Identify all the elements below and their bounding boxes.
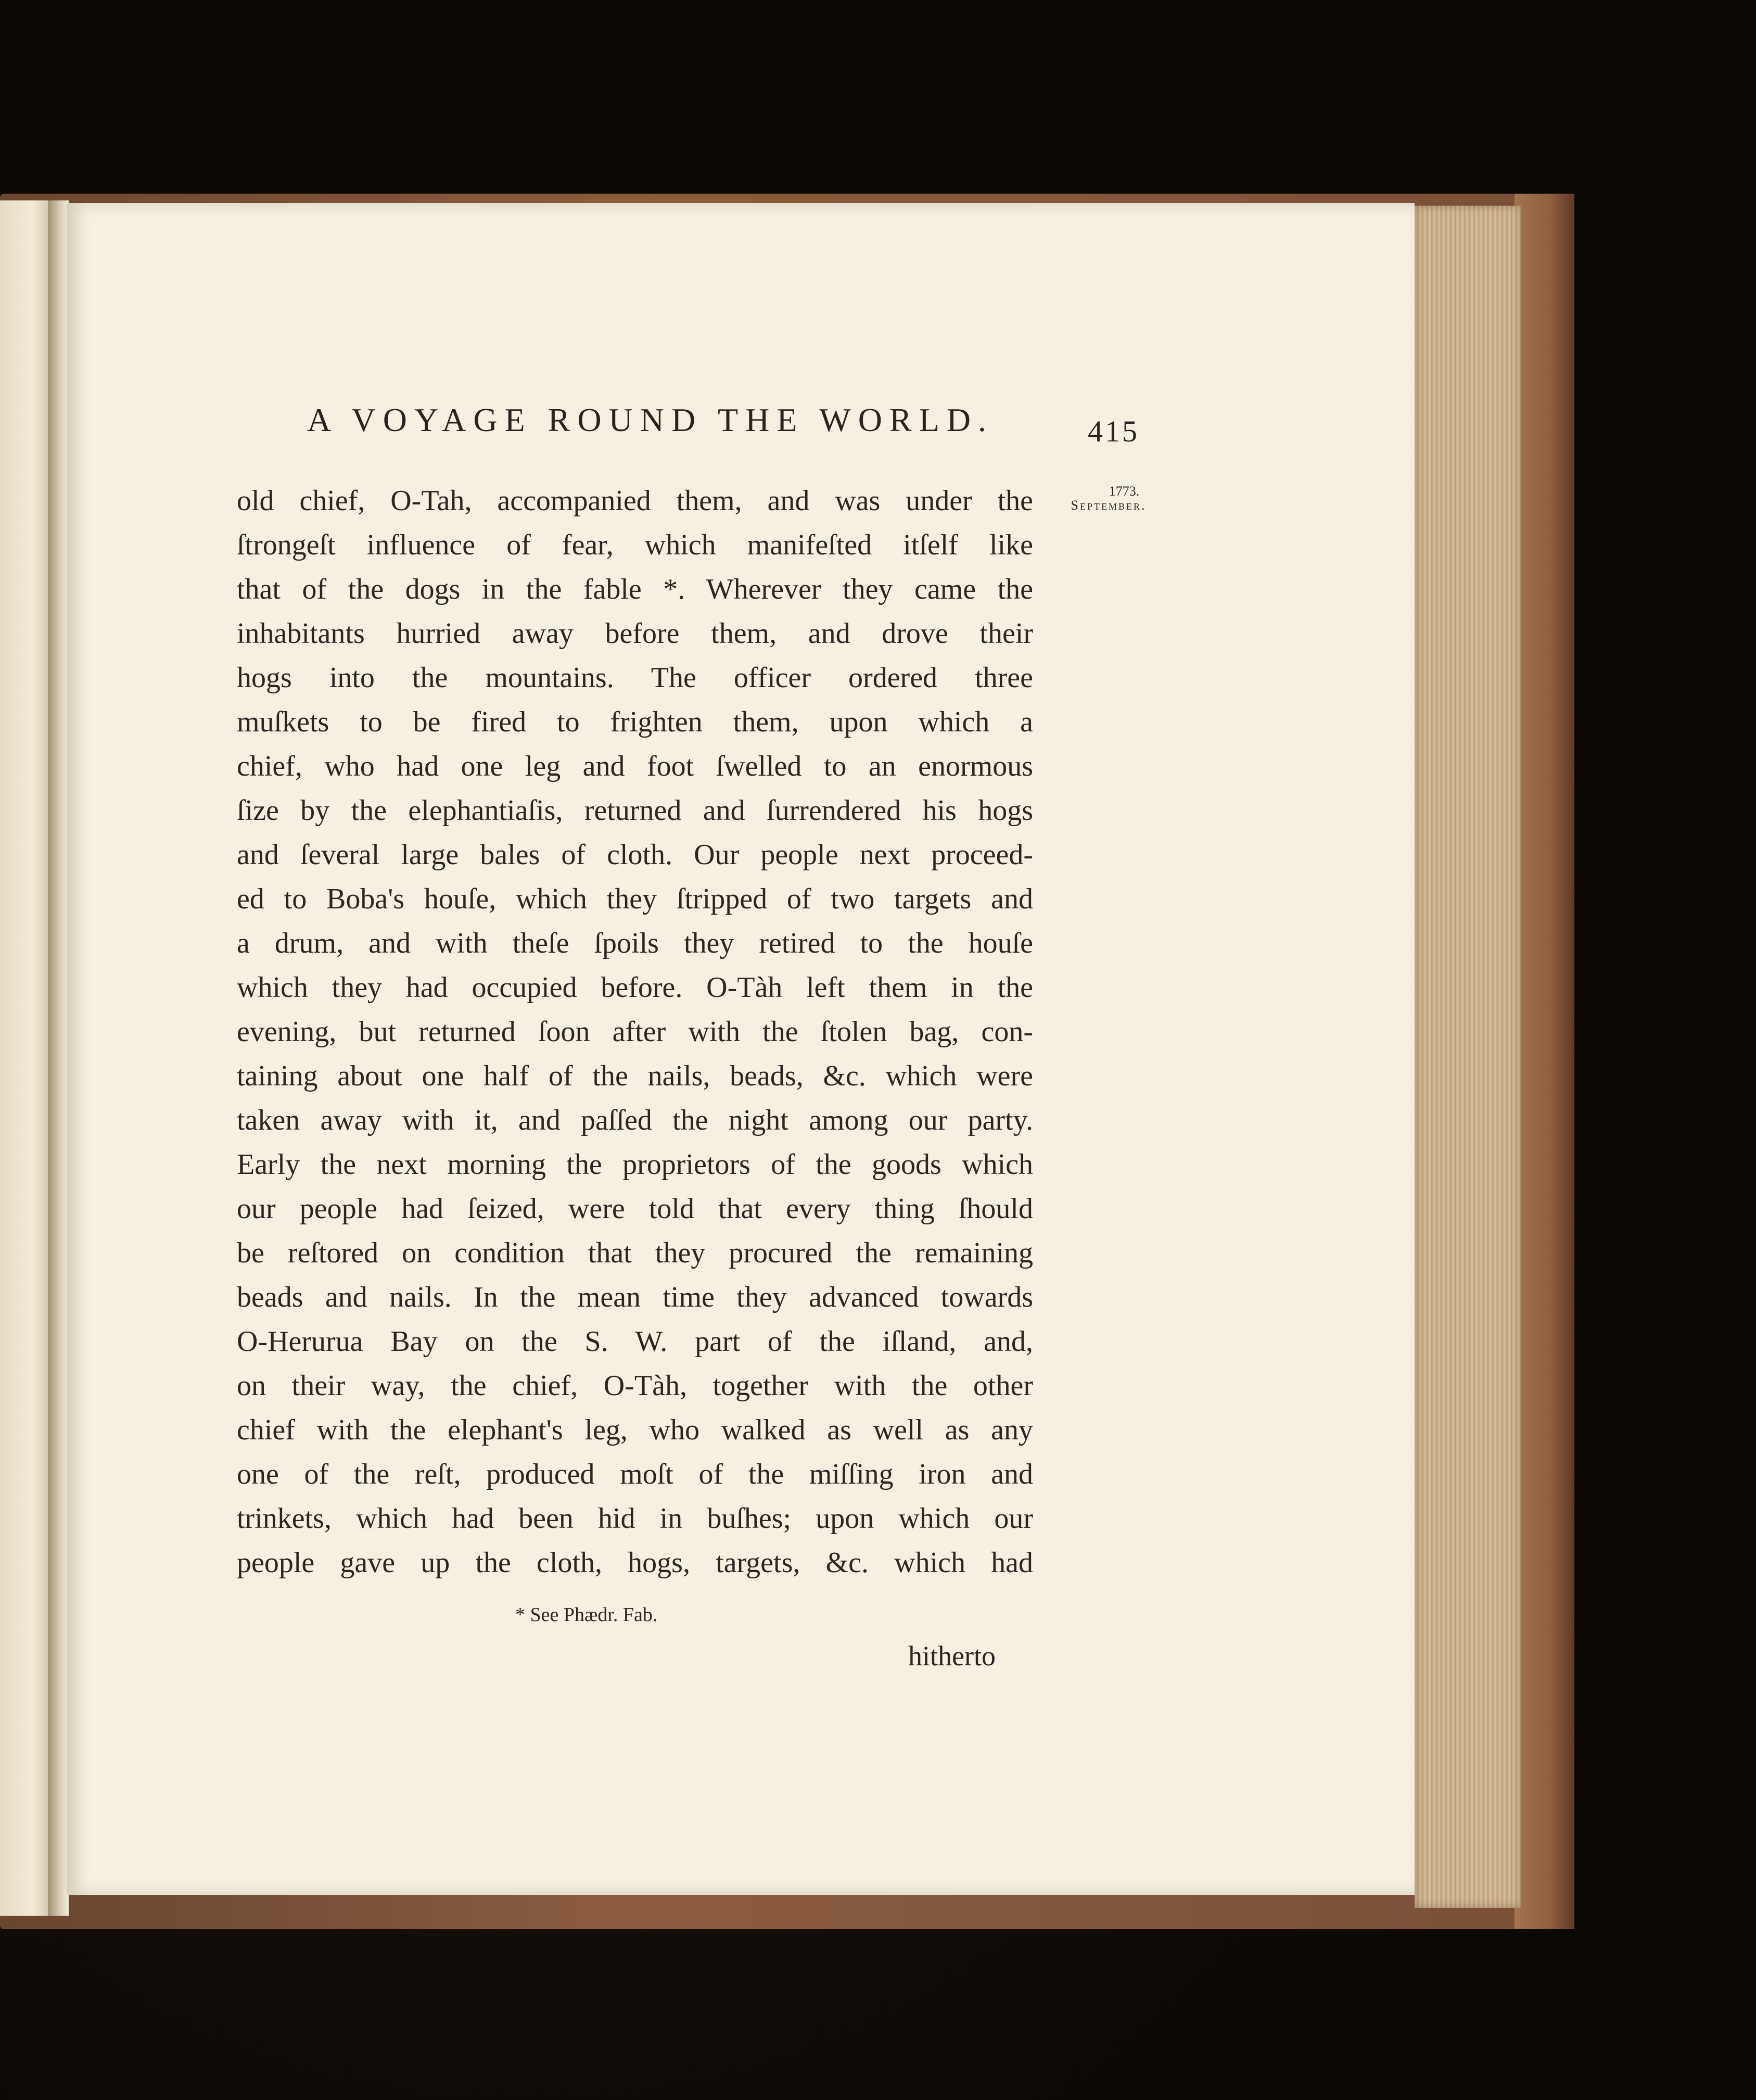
text-line: be reſtored on condition that they procured the remaining (237, 1237, 1033, 1269)
book-cover-edge (1515, 194, 1574, 1929)
text-line: Early the next morning the proprietors of the goods which (237, 1148, 1033, 1181)
text-line: chief, who had one leg and foot ſwelled to an enormous (237, 750, 1033, 782)
book-gutter (48, 200, 69, 1916)
text-line: one of the reſt, produced moſt of the miſſing iron and (237, 1458, 1033, 1490)
text-line: ſtrongeſt influence of fear, which manifeſted itſelf like (237, 529, 1033, 561)
text-line: ed to Boba's houſe, which they ſtripped of two targets and (237, 883, 1033, 915)
text-line: trinkets, which had been hid in buſhes; upon which our (237, 1502, 1033, 1535)
page-number: 415 (1088, 414, 1139, 448)
body-text (237, 479, 1033, 1585)
text-line: old chief, O-Tah, accompanied them, and was under the (237, 485, 1033, 517)
margin-note-month: September. (1071, 498, 1147, 513)
text-line: chief with the elephant's leg, who walked as well as any (237, 1414, 1033, 1446)
text-line: a drum, and with theſe ſpoils they retired to the houſe (237, 927, 1033, 959)
text-line: hogs into the mountains. The officer ordered three (237, 662, 1033, 694)
text-line: on their way, the chief, O-Tàh, together with the other (237, 1370, 1033, 1402)
text-line: evening, but returned ſoon after with the ſtolen bag, con- (237, 1016, 1033, 1048)
text-line: ſize by the elephantiaſis, returned and ſurrendered his hogs (237, 794, 1033, 827)
text-line: inhabitants hurried away before them, and drove their (237, 617, 1033, 650)
text-line: which they had occupied before. O-Tàh left them in the (237, 971, 1033, 1004)
page-fore-edge (1415, 206, 1521, 1908)
text-line: O-Herurua Bay on the S. W. part of the iſland, and, (237, 1325, 1033, 1358)
left-page-edge (0, 200, 50, 1916)
text-line: muſkets to be fired to frighten them, upon which a (237, 706, 1033, 738)
margin-note (1046, 484, 1171, 513)
text-line: that of the dogs in the fable *. Wherever they came the (237, 573, 1033, 605)
catchword: hitherto (908, 1640, 996, 1672)
footnote: * See Phædr. Fab. (515, 1604, 658, 1626)
text-line: our people had ſeized, were told that every thing ſhould (237, 1193, 1033, 1225)
text-line: taken away with it, and paſſed the night among our party. (237, 1104, 1033, 1136)
text-line: beads and nails. In the mean time they advanced towards (237, 1281, 1033, 1313)
text-line: people gave up the cloth, hogs, targets, &c. which had (237, 1547, 1033, 1579)
text-line: taining about one half of the nails, beads, &c. which were (237, 1060, 1033, 1092)
text-line: and ſeveral large bales of cloth. Our people next proceed- (237, 839, 1033, 871)
margin-note-year: 1773. (1109, 484, 1140, 499)
running-head: A VOYAGE ROUND THE WORLD. (307, 401, 994, 438)
